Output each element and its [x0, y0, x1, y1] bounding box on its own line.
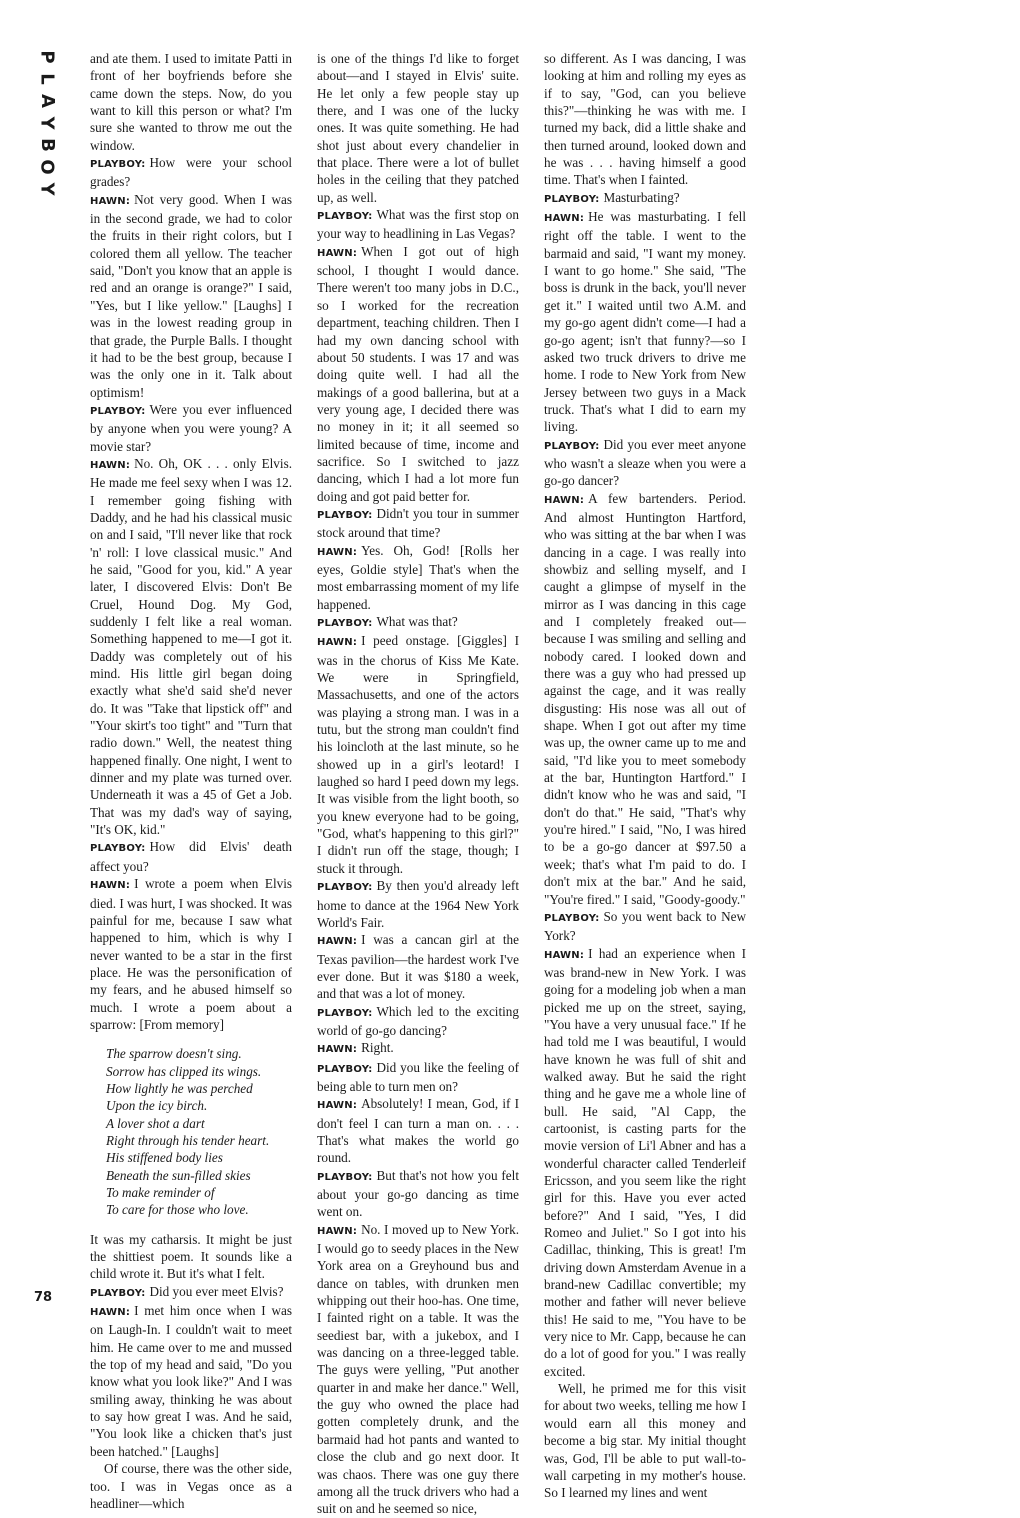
- masthead-letter: L: [36, 73, 58, 85]
- question: [317, 1003, 519, 1040]
- answer: [317, 1221, 519, 1518]
- speaker-hawn: HAWN:: [317, 936, 358, 948]
- speaker-playboy: PLAYBOY:: [544, 912, 600, 924]
- question: [90, 154, 292, 191]
- speaker-hawn: HAWN:: [90, 459, 131, 471]
- speaker-hawn: HAWN:: [317, 637, 358, 649]
- answer-text: I was a cancan girl at the Texas pavilion—the hardest work I've ever done. But it was $180 a week, and that was a lot of money.: [317, 932, 519, 1002]
- question: [317, 206, 519, 243]
- poem-line: A lover shot a dart: [106, 1115, 205, 1131]
- speaker-playboy: PLAYBOY:: [90, 843, 146, 855]
- answer-text: Yes. Oh, God! [Rolls her eyes, Goldie style] That's when the most embarrassing moment of my life happened.: [317, 542, 519, 612]
- answer: [317, 542, 519, 613]
- question-text: So you went back to New York?: [544, 908, 746, 944]
- paragraph: is one of the things I'd like to forget about—and I stayed in Elvis' suite. He let only a few people stay up there, and I was one of the lucky ones. It was quite something. He had shot just about every chandelier in that place. There were a lot of bullet holes in the ceiling that they patched up, as well.: [317, 51, 519, 205]
- question-text: By then you'd already left home to dance at the 1964 New York World's Fair.: [317, 878, 519, 930]
- paragraph: so different. As I was dancing, I was looking at him and rolling my eyes as if to say, "God, can you believe this?"—thinking he was with me. I turned my back, did a little shake and then turned around, looked down and he was . . . having himself a good time. That's when I fainted.: [544, 51, 746, 188]
- poem-line: The sparrow doesn't sing.: [106, 1046, 242, 1062]
- question-text: Didn't you tour in summer stock around that time?: [317, 505, 519, 541]
- answer: [317, 243, 519, 505]
- masthead-letter: B: [36, 138, 58, 152]
- question-text: How were your school grades?: [90, 155, 292, 190]
- answer: [317, 931, 519, 1002]
- paragraph: and ate them. I used to imitate Patti in front of her boyfriends before she came down the steps. Now, do you want to kill this person or what? I'm sure she wanted to throw me out the window.: [90, 51, 292, 153]
- question-text: Did you ever meet anyone who wasn't a sleaze when you were a go-go dancer?: [544, 436, 746, 489]
- answer-text: No. I moved up to New York. I would go to seedy places in the New York area on a Greyhound bus and dance on tables, with drunken men whipping out their hoo-has. One time, I fainted right on a table. It was the seediest bar, with a jukebox, and I was dancing on a three-legged table. The guys were yelling, "Put another quarter in and make her dance." Well, the guy who owned the place had gotten completely drunk, and the barmaid had hot pants and wanted to close the club and go next door. It was chaos. There was one guy there among all the truck drivers who had a suit on and he seemed so nice,: [317, 1221, 519, 1517]
- speaker-playboy: PLAYBOY:: [544, 440, 600, 452]
- question: [317, 613, 519, 632]
- speaker-hawn: HAWN:: [317, 1044, 358, 1056]
- answer-text: When I got out of high school, I thought I would dance. There weren't too many jobs in D.C., so I worked for the recreation department, teaching children. Then I had my own dancing school with about 50 students. I was 17 and was doing quite well. I had all the makings of a good ballerina, but at a very young age, I decided there was no money in it; it all seemed so limited because of time, income and sacrifice. So I switched to jazz dancing, which I had a lot more fun doing and got paid better for.: [317, 243, 519, 504]
- answer-text: I met him once when I was on Laugh-In. I couldn't wait to meet him. He came over to me and mussed the top of my head and said, "Do you know what you look like?" And I was smiling away, thinking he was about to say how great I was. And he said, "You look like a chicken that's just been hatched." [Laughs]: [90, 1303, 292, 1459]
- poem-line: Right through his tender heart.: [106, 1132, 270, 1148]
- masthead-letter: Y: [36, 182, 58, 196]
- answer: [317, 1095, 519, 1166]
- speaker-playboy: PLAYBOY:: [317, 618, 373, 629]
- answer-text: I had an experience when I was brand-new in New York. I was going for a modeling job when a man picked me up on the street, saying, "You have a very unusual face." If he had told me I was beautiful, I would have known he was full of shit and walked away. But he said the right thing and he gave me a whole line of bull. He said, "Al Capp, the cartoonist, is casting parts for the movie version of Li'l Abner and has a wonderful character called Tenderleif Ericsson, and you seem like the right girl for this. Have you ever acted before?" And I said, "Yes, I did Romeo and Juliet." So I got into his Cadillac, thinking, This is great! I'm driving down Amsterdam Avenue in a brand-new Cadillac convertible; my mother and father will never believe this! He said to me, "You have to be very nice to Mr. Capp, because he can do a lot of good for you." I was really excited.: [544, 945, 746, 1379]
- question-text: Did you like the feeling of being able to turn men on?: [317, 1059, 519, 1094]
- question: [544, 189, 746, 208]
- answer: [90, 455, 292, 839]
- masthead-letter: Y: [36, 116, 58, 130]
- masthead-playboy: [32, 46, 62, 200]
- speaker-playboy: PLAYBOY:: [317, 509, 373, 521]
- speaker-playboy: PLAYBOY:: [90, 405, 146, 417]
- speaker-hawn: HAWN:: [317, 1225, 358, 1237]
- speaker-hawn: HAWN:: [90, 1307, 131, 1319]
- poem-line: To make reminder of: [106, 1185, 215, 1200]
- answer-text: Absolutely! I mean, God, if I don't feel I can turn a man on. . . . That's what makes the world go round.: [317, 1096, 519, 1166]
- page-number: 78: [34, 1290, 53, 1305]
- question-text: What was that?: [376, 614, 458, 629]
- poem-line: To care for those who love.: [106, 1202, 249, 1218]
- question: [317, 1167, 519, 1221]
- speaker-hawn: HAWN:: [90, 195, 131, 207]
- answer-text: I peed onstage. [Giggles] I was in the chorus of Kiss Me Kate. We were in Springfield, Massachusetts, and one of the actors was playing a strong man. I was in a tutu, but the strong man couldn't find his loincloth at the last minute, so he showed up in a girl's leotard! I laughed so hard I peed down my legs. It was visible from the light booth, so you knew everyone had to be going, "God, what's happening to this girl?" I didn't run off the stage, though; I stuck it through.: [317, 633, 519, 876]
- question: [544, 908, 746, 945]
- answer: [90, 875, 292, 1033]
- answer: [544, 208, 746, 435]
- poem-line: Sorrow has clipped its wings.: [106, 1063, 262, 1079]
- speaker-hawn: HAWN:: [317, 546, 358, 558]
- speaker-hawn: HAWN:: [90, 880, 131, 892]
- answer: [317, 1039, 519, 1058]
- question-text: What was the first stop on your way to headlining in Las Vegas?: [317, 207, 519, 242]
- question: [317, 1059, 519, 1096]
- paragraph: It was my catharsis. It might be just the shittiest poem. It sounds like a child wrote it. But it's what I felt.: [90, 1231, 292, 1282]
- speaker-playboy: PLAYBOY:: [317, 1063, 373, 1075]
- speaker-hawn: HAWN:: [544, 213, 585, 225]
- poem-line: His stiffened body lies: [106, 1150, 223, 1166]
- paragraph: Of course, there was the other side, too. I was in Vegas once as a headliner—which: [90, 1461, 292, 1511]
- speaker-playboy: PLAYBOY:: [317, 882, 373, 894]
- paragraph: Well, he primed me for this visit for about two weeks, telling me how I would earn all this money and become a big star. My initial thought was, God, I'll be able to put wall-to-wall carpeting in my mother's house. So I learned my lines and went: [544, 1381, 746, 1501]
- column-3: [544, 50, 746, 1501]
- answer: [317, 632, 519, 877]
- masthead-letter: P: [36, 50, 58, 64]
- answer-text: A few bartenders. Period. And almost Huntington Hartford, who was sitting at the bar when I was dancing in a cage. I was really into showbiz and selling myself, and I caught a glimpse of myself in the mirror as I was dancing in this cage and I completely freaked out—because I was smiling and selling and nobody cared. I looked down and there was a guy who had pressed up against the cage, and it was really disgusting: His nose was all out of shape. When I got out after my time was up, the owner came up to me and said, "I'd like you to meet somebody at the bar, Huntington Hartford." I didn't know who he was and said, "I don't do that." He said, "That's why you're hired." I said, "No, I was hired to be a go-go dancer at $97.50 a week; that's what I'm paid to do. I don't mix at the bar." And he said, "You're fired." I said, "Goody-goody.": [544, 490, 746, 907]
- speaker-playboy: PLAYBOY:: [90, 1287, 146, 1299]
- answer-text: I wrote a poem when Elvis died. I was hurt, I was shocked. It was painful for me, because I saw what happened to him, which is why I never wanted to be a star in the first place. He was the personification of my fears, and he abused himself so much. I wrote a poem about a sparrow: [From memory]: [90, 876, 292, 1032]
- question-text: How did Elvis' death affect you?: [90, 839, 292, 874]
- masthead-letter: A: [37, 94, 58, 108]
- speaker-hawn: HAWN:: [317, 1100, 358, 1112]
- column-2: [317, 50, 519, 1517]
- question: [90, 401, 292, 455]
- question-text: Masturbating?: [603, 189, 680, 205]
- answer: [90, 191, 292, 401]
- speaker-playboy: PLAYBOY:: [317, 1171, 373, 1183]
- speaker-hawn: HAWN:: [317, 247, 358, 259]
- question: [90, 838, 292, 875]
- column-1: [90, 50, 292, 1511]
- poem-line: How lightly he was perched: [106, 1080, 253, 1096]
- speaker-hawn: HAWN:: [544, 949, 585, 961]
- poem: [106, 1045, 292, 1218]
- masthead-letter: O: [37, 159, 58, 175]
- question-text: Were you ever influenced by anyone when you were young? A movie star?: [90, 401, 292, 454]
- answer-text: Right.: [361, 1040, 394, 1056]
- question-text: Which led to the exciting world of go-go dancing?: [317, 1003, 519, 1038]
- answer-text: Not very good. When I was in the second grade, we had to color the fruits in their right colors, but I colored them all yellow. The teacher said, "Don't you know that an apple is red and an orange is orange?" I said, "Yes, but I like yellow." [Laughs] I was in the lowest reading group in that grade, the Purple Balls. I thought it had to be the best group, because I was the only one in it. Talk about optimism!: [90, 191, 292, 400]
- question: [544, 436, 746, 490]
- answer: [544, 490, 746, 908]
- speaker-playboy: PLAYBOY:: [544, 193, 600, 205]
- speaker-playboy: PLAYBOY:: [317, 1007, 373, 1019]
- question: [317, 505, 519, 542]
- poem-line: Upon the icy birch.: [106, 1098, 208, 1114]
- question: [317, 877, 519, 931]
- answer: [544, 945, 746, 1381]
- question-text: Did you ever meet Elvis?: [149, 1283, 284, 1299]
- answer: [90, 1302, 292, 1460]
- answer-text: No. Oh, OK . . . only Elvis. He made me feel sexy when I was 12. I remember going fishing with Daddy, and he had his classical music on and I said, "I'll never like that rock 'n' roll: I love classical music." And he said, "Good for you, kid." A year later, I discovered Elvis: Don't Be Cruel, Hound Dog. My God, suddenly I felt like a real woman. Something happened to me—I got it. Daddy was completely out of his mind. His little girl began doing exactly what she'd said she'd never do. It was "Take that lipstick off" and "Your skirt's too tight" and "Turn that radio down." Well, the neatest thing happened finally. One night, I went to dinner and my plate was turned over. Underneath it was a 45 of Get a Job. That was my dad's way of saying, "It's OK, kid.": [90, 455, 292, 838]
- answer-text: He was masturbating. I fell right off the table. I went to the barmaid and said, "I want my money. I want to go home." She said, "The boss is drunk in the back, you'll never get it." I waited until two A.M. and my go-go agent didn't come—I had a go-go agent; isn't that funny?—so I asked two truck drivers to drive me home. I rode to New York from New Jersey between two guys in a Mack truck. That's what I did to earn my living.: [544, 209, 746, 435]
- poem-line: Beneath the sun-filled skies: [106, 1167, 251, 1183]
- question: [90, 1283, 292, 1302]
- article-body: [90, 50, 972, 1517]
- question-text: But that's not how you felt about your go-go dancing as time went on.: [317, 1167, 519, 1220]
- speaker-playboy: PLAYBOY:: [317, 211, 373, 223]
- speaker-playboy: PLAYBOY:: [90, 159, 146, 171]
- speaker-hawn: HAWN:: [544, 494, 585, 506]
